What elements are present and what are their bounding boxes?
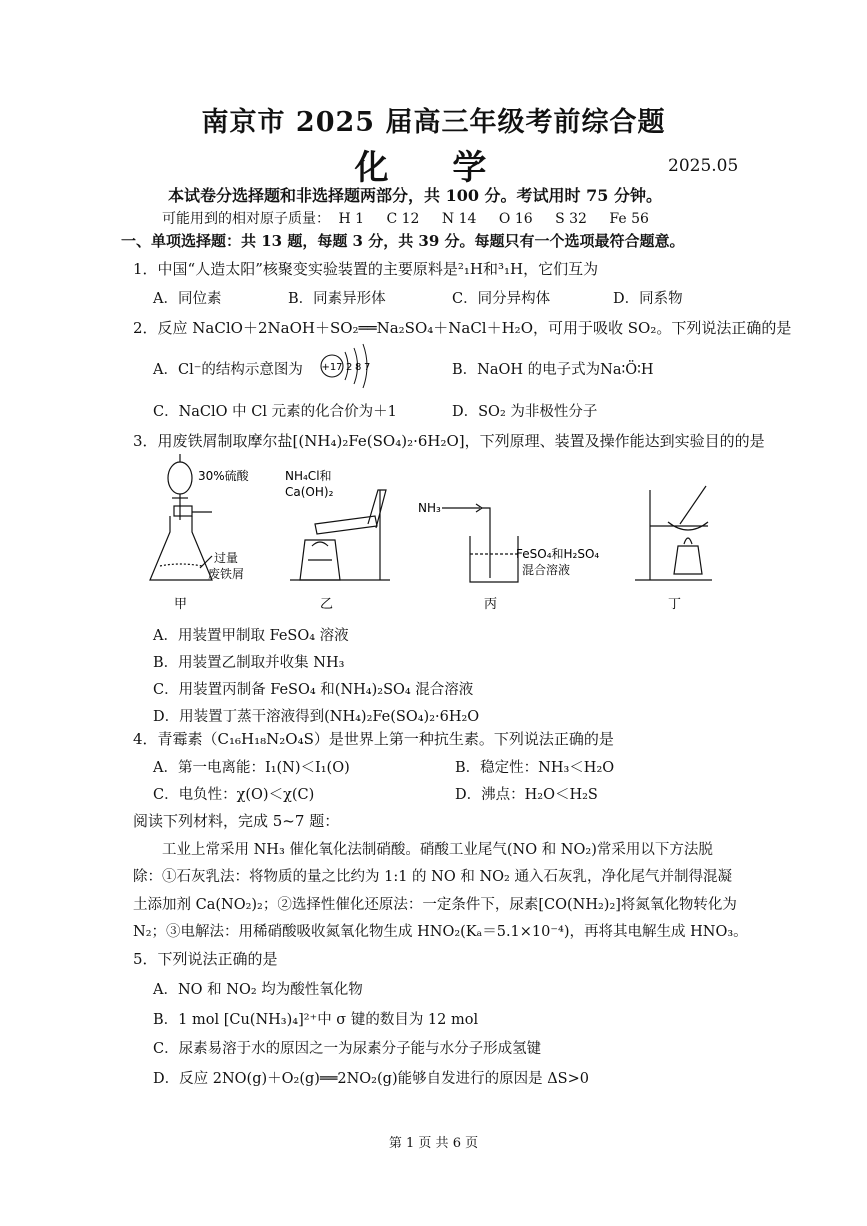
q4-stem: 4．青霉素（C₁₆H₁₈N₂O₄S）是世界上第一种抗生素。下列说法正确的是 (133, 730, 614, 748)
q5-option-c: C．尿素易溶于水的原因之一为尿素分子能与水分子形成氢键 (153, 1041, 542, 1057)
q2-option-d: D．SO₂ 为非极性分子 (452, 404, 598, 420)
label-nh3: NH₃ (418, 501, 441, 515)
q4-option-c: C．电负性：χ(O)＜χ(C) (153, 787, 315, 803)
apparatus-figure (140, 450, 720, 615)
passage-line-2: 除：①石灰乳法：将物质的量之比约为 1:1 的 NO 和 NO₂ 通入石灰乳，净化尾气并制得混凝 (133, 869, 732, 885)
glass-rod (680, 486, 706, 524)
q4-option-a: A．第一电离能：I₁(N)＜I₁(O) (153, 760, 350, 776)
shell-electrons-1: 2 (346, 362, 353, 373)
q3-option-a: A．用装置甲制取 FeSO₄ 溶液 (153, 628, 349, 644)
passage-line-4: N₂；③电解法：用稀硝酸吸收氮氧化物生成 HNO₂(Kₐ＝5.1×10⁻⁴)，再将其电解生成 HNO₃。 (133, 924, 748, 940)
apparatus-ding (635, 486, 712, 580)
q1-option-c: C．同分异构体 (452, 291, 551, 307)
label-scrap-1: 过量 (214, 551, 239, 565)
q5-option-d: D．反应 2NO(g)＋O₂(g)══2NO₂(g)能够自发进行的原因是 ΔS>0 (153, 1071, 589, 1087)
label-mix-1: FeSO₄和H₂SO₄ (516, 547, 600, 561)
q1-stem: 1．中国“人造太阳”核聚变实验装置的主要原料是²₁H和³₁H，它们互为 (133, 260, 599, 278)
q2-option-b: B．NaOH 的电子式为Na∶Ö∶H (452, 362, 654, 378)
q5-option-b: B．1 mol [Cu(NH₃)₄]²⁺中 σ 键的数目为 12 mol (153, 1012, 479, 1028)
q2-stem: 2．反应 NaClO＋2NaOH＋SO₂══Na₂SO₄＋NaCl＋H₂O，可用于吸收 SO₂。下列说法正确的是 (133, 319, 792, 337)
test-tube (315, 516, 377, 534)
section-heading: 一、单项选择题：共 13 题，每题 3 分，共 39 分。每题只有一个选项最符合题意。 (121, 232, 685, 250)
q5-option-a: A．NO 和 NO₂ 均为酸性氧化物 (153, 982, 363, 998)
q1-option-b: B．同素异形体 (288, 291, 386, 307)
apparatus-bing (442, 504, 518, 582)
beaker (470, 536, 518, 582)
label-ding: 丁 (668, 597, 682, 612)
shell-electrons-3: 7 (364, 362, 371, 373)
mass-n: N 14 (441, 211, 477, 227)
q1-option-d: D．同系物 (613, 291, 683, 307)
q3-option-c: C．用装置丙制备 FeSO₄ 和(NH₄)₂SO₄ 混合溶液 (153, 682, 474, 698)
label-mix-2: 混合溶液 (522, 563, 571, 577)
label-yi: 乙 (320, 597, 334, 612)
mass-s: S 32 (555, 211, 587, 227)
subject-title: 化 学 (354, 148, 513, 188)
q3-option-d: D．用装置丁蒸干溶液得到(NH₄)₂Fe(SO₄)₂·6H₂O (153, 709, 480, 725)
atomic-masses (162, 208, 667, 228)
q3-option-b: B．用装置乙制取并收集 NH₃ (153, 655, 345, 671)
q1-option-a: A．同位素 (153, 291, 222, 307)
chloride-ion-diagram (318, 340, 376, 390)
reading-prompt: 阅读下列材料，完成 5~7 题： (133, 812, 340, 830)
label-acid: 30%硫酸 (198, 469, 249, 483)
label-reagent-1: NH₄Cl和 (285, 469, 332, 483)
q2-option-a: A．Cl⁻的结构示意图为 (153, 362, 303, 378)
mass-o: O 16 (498, 211, 533, 227)
label-scrap-2: 废铁屑 (208, 567, 245, 581)
stopper (174, 506, 192, 516)
q4-option-d: D．沸点：H₂O＜H₂S (455, 787, 598, 803)
shell-electrons-2: 8 (355, 362, 362, 373)
masses-label: 可能用到的相对原子质量： (162, 211, 330, 227)
q5-stem: 5．下列说法正确的是 (133, 950, 278, 968)
apparatus-yi (290, 490, 390, 580)
q4-option-b: B．稳定性：NH₃＜H₂O (455, 760, 615, 776)
separatory-funnel (168, 462, 192, 494)
mass-fe: Fe 56 (609, 211, 649, 227)
nucleus-charge: +17 (321, 362, 343, 373)
label-reagent-2: Ca(OH)₂ (285, 485, 334, 499)
page-footer: 第 1 页 共 6 页 (388, 1136, 479, 1151)
passage-line-3: 土添加剂 Ca(NO₂)₂；②选择性催化还原法：一定条件下，尿素[CO(NH₂)₂]将氮氧化物转化为 (133, 897, 737, 913)
exam-intro: 本试卷分选择题和非选择题两部分，共 100 分。考试用时 75 分钟。 (168, 186, 662, 205)
mass-h: H 1 (338, 211, 365, 227)
label-jia: 甲 (174, 597, 188, 612)
delivery-tube (482, 508, 490, 578)
alcohol-lamp (674, 546, 702, 574)
exam-title: 南京市 2025 届高三年级考前综合题 (201, 107, 666, 138)
mass-c: C 12 (386, 211, 420, 227)
exam-date: 2025.05 (668, 156, 739, 176)
q2-option-c: C．NaClO 中 Cl 元素的化合价为＋1 (153, 404, 397, 420)
q3-stem: 3．用废铁屑制取摩尔盐[(NH₄)₂Fe(SO₄)₂·6H₂O]，下列原理、装置及操作能达到实验目的的是 (133, 432, 765, 450)
label-bing: 丙 (484, 597, 498, 612)
passage-line-1: 工业上常采用 NH₃ 催化氧化法制硝酸。硝酸工业尾气(NO 和 NO₂)常采用以下方法脱 (162, 842, 713, 858)
conical-flask (150, 516, 212, 580)
